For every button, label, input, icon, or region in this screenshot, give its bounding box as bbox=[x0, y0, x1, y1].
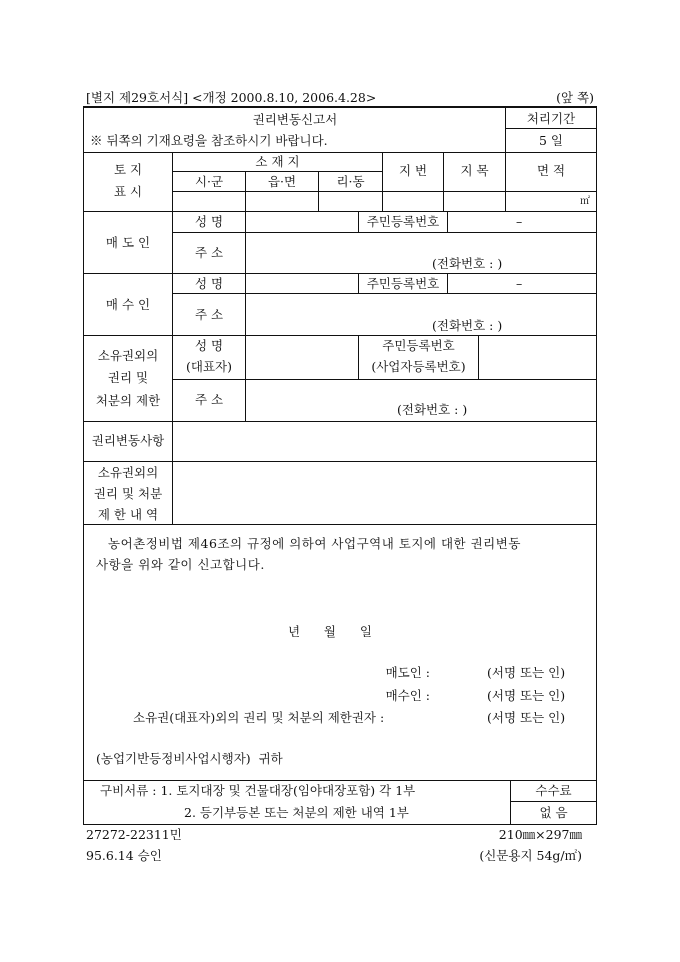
land-label-line1: 토 지 bbox=[113, 162, 143, 177]
form-number: [별지 제29호서식] <개정 2000.8.10, 2006.4.28> bbox=[86, 90, 377, 105]
other-rights-label-line3: 처분의 제한 bbox=[95, 393, 161, 408]
required-docs-line2: 2. 등기부등본 또는 처분의 제한 내역 1부 bbox=[184, 805, 409, 820]
buyer-address-field[interactable] bbox=[246, 294, 596, 335]
sigun-header: 시·군 bbox=[194, 174, 224, 189]
other-rights-representative-label: (대표자) bbox=[186, 359, 232, 374]
jimok-header: 지 목 bbox=[460, 163, 489, 178]
ridong-header: 리·동 bbox=[336, 174, 365, 189]
fee-label: 수수료 bbox=[535, 783, 572, 798]
other-rights-address-label: 주 소 bbox=[194, 392, 224, 407]
seller-sign-seal[interactable]: (서명 또는 인) bbox=[487, 665, 566, 680]
restriction-label-line2: 권리 및 처분 bbox=[93, 486, 163, 501]
other-rights-name-field[interactable] bbox=[246, 336, 358, 379]
paper-size: 210㎜×297㎜ bbox=[498, 827, 582, 842]
processing-period-value: 5 일 bbox=[538, 133, 563, 148]
other-rights-rrn-label: 주민등록번호 bbox=[382, 338, 455, 353]
rights-change-field[interactable] bbox=[173, 422, 596, 461]
other-rights-label-line2: 권리 및 bbox=[107, 370, 149, 385]
other-rights-phone: (전화번호 : ) bbox=[397, 402, 468, 417]
buyer-name-field[interactable] bbox=[246, 274, 358, 293]
land-sigun-field[interactable] bbox=[173, 192, 245, 211]
declaration-line2: 사항을 위와 같이 신고합니다. bbox=[96, 557, 265, 572]
buyer-rrn-dash: – bbox=[516, 276, 523, 291]
buyer-address-label: 주 소 bbox=[194, 307, 224, 322]
eupmyeon-header: 읍·면 bbox=[267, 174, 297, 189]
restriction-label-line3: 제 한 내 역 bbox=[97, 507, 159, 522]
land-jibun-field[interactable] bbox=[383, 192, 443, 211]
seller-name-label: 성 명 bbox=[194, 214, 224, 229]
other-rights-label-line1: 소유권외의 bbox=[97, 348, 159, 363]
land-eupmyeon-field[interactable] bbox=[246, 192, 318, 211]
land-jimok-field[interactable] bbox=[444, 192, 505, 211]
restriction-details-field[interactable] bbox=[173, 462, 596, 524]
seller-rrn-label: 주민등록번호 bbox=[366, 214, 440, 229]
rights-change-label: 권리변동사항 bbox=[91, 433, 165, 448]
other-rights-name-label: 성 명 bbox=[194, 338, 224, 353]
location-header: 소 재 지 bbox=[255, 154, 300, 169]
fee-value: 없 음 bbox=[539, 805, 568, 820]
buyer-label: 매 수 인 bbox=[105, 297, 151, 312]
instructions-note: ※ 뒤쪽의 기재요령을 참조하시기 바랍니다. bbox=[90, 133, 328, 148]
area-unit: ㎡ bbox=[580, 196, 590, 207]
other-rights-bizno-label: (사업자등록번호) bbox=[371, 359, 466, 374]
rights-holder-sign-label: 소유권(대표자)외의 권리 및 처분의 제한권자 : bbox=[133, 710, 385, 725]
buyer-rrn-label: 주민등록번호 bbox=[366, 276, 440, 291]
declaration-date: 년 월 일 bbox=[288, 624, 372, 639]
seller-rrn-dash: – bbox=[516, 214, 523, 229]
seller-label: 매 도 인 bbox=[105, 235, 151, 250]
seller-sign-label: 매도인 : bbox=[385, 665, 430, 680]
buyer-sign-seal[interactable]: (서명 또는 인) bbox=[487, 688, 566, 703]
addressee: (농업기반등정비사업시행자) 귀하 bbox=[96, 751, 283, 766]
form-title: 권리변동신고서 bbox=[252, 112, 338, 127]
seller-phone: (전화번호 : ) bbox=[432, 256, 503, 271]
declaration-line1: 농어촌정비법 제46조의 규정에 의하여 사업구역내 토지에 대한 권리변동 bbox=[108, 536, 521, 551]
page-side: (앞 쪽) bbox=[556, 90, 594, 105]
buyer-name-label: 성 명 bbox=[194, 276, 224, 291]
buyer-sign-label: 매수인 : bbox=[385, 688, 430, 703]
paper-type: (신문용지 54g/㎡) bbox=[479, 848, 582, 863]
seller-address-label: 주 소 bbox=[194, 245, 224, 260]
required-docs-line1: 구비서류 : 1. 토지대장 및 건물대장(임야대장포함) 각 1부 bbox=[100, 783, 416, 798]
area-header: 면 적 bbox=[536, 163, 566, 178]
approval-date: 95.6.14 승인 bbox=[86, 848, 162, 863]
seller-address-field[interactable] bbox=[246, 233, 596, 273]
land-ridong-field[interactable] bbox=[319, 192, 382, 211]
other-rights-rrn-field[interactable] bbox=[479, 336, 596, 379]
jibun-header: 지 번 bbox=[398, 163, 428, 178]
processing-period-label: 처리기간 bbox=[526, 111, 576, 126]
form-code: 27272-22311민 bbox=[86, 827, 182, 842]
land-label-line2: 표 시 bbox=[113, 184, 143, 199]
seller-name-field[interactable] bbox=[246, 212, 358, 232]
buyer-phone: (전화번호 : ) bbox=[432, 318, 503, 333]
rights-holder-sign-seal[interactable]: (서명 또는 인) bbox=[487, 710, 566, 725]
restriction-label-line1: 소유권외의 bbox=[97, 465, 159, 480]
